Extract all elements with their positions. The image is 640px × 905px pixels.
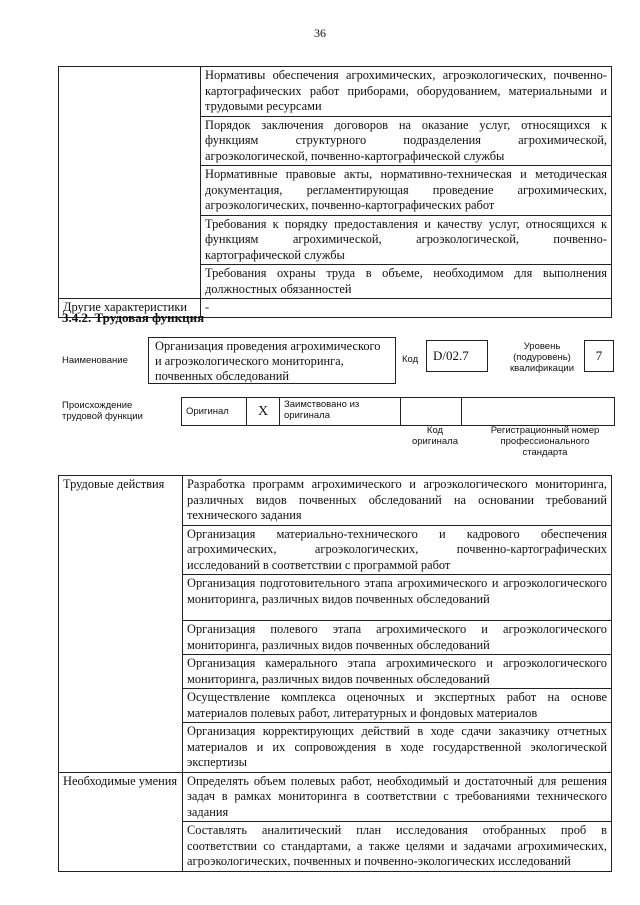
reg-number-cell <box>462 398 615 426</box>
table-cell: Составлять аналитический план исследования отобранных проб в соответствии со стандартами, а также целями и задачами агрохимических, агроэкологических, почвенных и почвенно-экологических исследований <box>183 822 612 872</box>
original-mark: X <box>247 398 280 426</box>
function-table <box>58 475 612 872</box>
origin-table <box>181 397 615 426</box>
level-value-box: 7 <box>584 340 614 372</box>
table-row <box>59 476 612 526</box>
borrowed-label: Заимствовано из оригинала <box>280 398 401 426</box>
table-row <box>59 772 612 822</box>
table-cell: Осуществление комплекса оценочных и экспертных работ на основе материалов полевых работ, литературных и фондовых материалов <box>183 689 612 723</box>
origin-code-cell <box>401 398 462 426</box>
reg-caption: Регистрационный номер профессионального стандарта <box>490 425 600 458</box>
code-value-box: D/02.7 <box>426 340 488 372</box>
table-cell: Определять объем полевых работ, необходимый и достаточный для решения задач в рамках мониторинга в соответствии с требованиями технического задания <box>183 772 612 822</box>
knowledge-table <box>58 66 612 318</box>
origin-label: Происхождение трудовой функции <box>62 400 143 422</box>
table-cell: Порядок заключения договоров на оказание услуг, относящихся к функциям структурного подразделения агрохимической, агроэкологической, почвенно-картографической службы <box>201 116 612 166</box>
table-cell: Требования к порядку предоставления и качеству услуг, относящихся к функциям агрохимической, агроэкологической, почвенно-картографической службы <box>201 215 612 265</box>
section-title: 3.4.2. Трудовая функция <box>62 310 205 325</box>
other-characteristics-label: Другие характеристики <box>59 299 201 318</box>
function-name-box: Организация проведения агрохимического и агроэкологического мониторинга, почвенных обследований <box>148 337 396 384</box>
table-cell: Нормативы обеспечения агрохимических, агроэкологических, почвенно-картографических работ приборами, оборудованием, материальными и трудовыми ресурсами <box>201 67 612 117</box>
original-label: Оригинал <box>182 398 247 426</box>
skills-label: Необходимые умения <box>59 772 183 871</box>
name-label: Наименование <box>62 355 128 366</box>
table-cell: Требования охраны труда в объеме, необходимом для выполнения должностных обязанностей <box>201 265 612 299</box>
code-caption: Код оригинала <box>411 425 458 447</box>
table-row <box>182 398 615 426</box>
table-row <box>59 67 612 117</box>
table-cell: Организация материально-технического и кадрового обеспечения агрохимических, агроэкологических, почвенно-картографических исследований в соответствии с программой работ <box>183 525 612 575</box>
actions-label: Трудовые действия <box>59 476 183 773</box>
knowledge-label-cell <box>59 67 201 299</box>
table-cell: Разработка программ агрохимического и агроэкологического мониторинга, различных видов почвенных обследований на основании требований технического задания <box>183 476 612 526</box>
page-number: 36 <box>314 26 326 40</box>
level-label: Уровень (подуровень) квалификации <box>509 341 575 374</box>
other-characteristics-value: - <box>201 299 612 318</box>
table-cell: Организация полевого этапа агрохимического и агроэкологического мониторинга, различных видов почвенных обследований <box>183 621 612 655</box>
table-cell: Организация корректирующих действий в ходе сдачи заказчику отчетных материалов и их сопровождения в ходе государственной экологической экспертизы <box>183 723 612 773</box>
table-cell: Организация подготовительного этапа агрохимического и агроэкологического мониторинга, различных видов почвенных обследований <box>183 575 612 621</box>
table-cell: Нормативные правовые акты, нормативно-техническая и методическая документация, регламентирующая проведение агрохимических, агроэкологических, почвенно-картографических работ <box>201 166 612 216</box>
code-label: Код <box>402 354 419 365</box>
table-cell: Организация камерального этапа агрохимического и агроэкологического мониторинга, различных видов почвенных обследований <box>183 655 612 689</box>
